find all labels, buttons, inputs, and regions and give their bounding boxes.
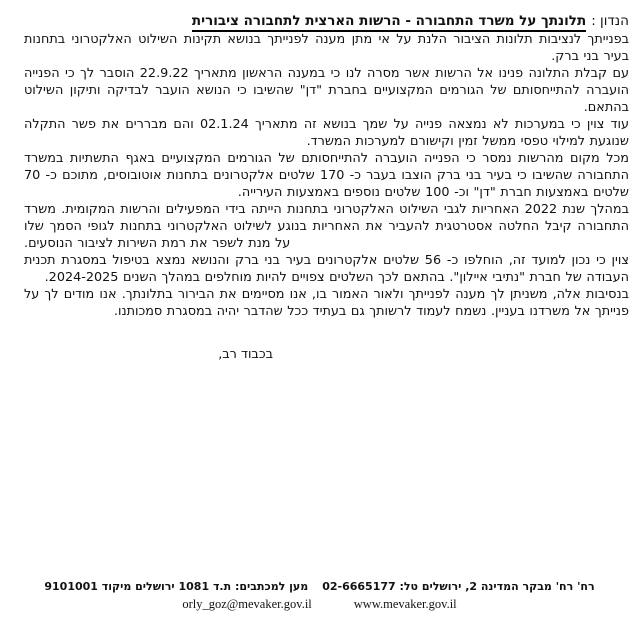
footer-website: www.mevaker.gov.il [353, 597, 457, 611]
paragraph-5: במהלך שנת 2022 האחריות לגבי השילוט האלקטרוני בתחנות הייתה בידי המפעילים והרשות המקומית. משרד התחבורה קיבל החלטה אסטרטגית להעביר את האחריות בנוגע לשילוט האלקטרוני בתחנות לגופי הסמך שלו על מנת לשפר את רמת השירות לציבור הנוסעים. [24, 202, 629, 251]
closing-salutation: בכבוד רב, [218, 347, 273, 362]
paragraph-3: עוד צוין כי במערכות לא נמצאה פנייה על שמך בנושא זה מתאריך 02.1.24 והם מבררים את פשר התקלה שנוגעת למילוי טפסי ממשל זמין וקישורם למערכות המשרד. [24, 117, 629, 149]
footer-street-phone: רח' רח' מבקר המדינה 2, ירושלים טל: 02-6665177 [322, 580, 595, 593]
paragraph-1: בפנייתך לנציבות תלונות הציבור הלנת על אי מתן מענה לפנייתך בנושא תקינות השילוט האלקטרוני בתחנות בעיר בני ברק. [24, 32, 629, 64]
footer-email: orly_goz@mevaker.gov.il [182, 597, 312, 611]
paragraph-6: צוין כי נכון למועד זה, הוחלפו כ- 56 שלטים אלקטרונים בעיר בני ברק והנושא נמצא בטיפול במסגרת תכנית העבודה של חברת "נתיבי איילון". בהתאם לכך השלטים צפויים להיות מוחלפים במהלך השנים 2024-2025. [24, 253, 629, 285]
paragraph-2: עם קבלת התלונה פנינו אל הרשות אשר מסרה לנו כי במענה הראשון מתאריך 22.9.22 הוסבר לך כי הפנייה הועברה להתייחסותם של הגורמים המקצועיים בחברת "דן" שהשיבו כי הנושא הועבר לבדיקה ותיקון השילוט בהתאם. [24, 66, 629, 115]
footer-mailing-address: מען למכתבים: ת.ד 1081 ירושלים מיקוד 9101001 [44, 580, 309, 593]
paragraph-4: מכל מקום מהרשות נמסר כי הפנייה הועברה להתייחסותם של הגורמים המקצועיים באגף התשתיות במשרד התחבורה שהשיבו כי בעיר בני ברק הוצבו בעבר כ- 170 שלטים אלקטרונים בתחנות אוטובוסים, מתוכם כ- 70 שלטים באמצעות חברת "דן" וכ- 100 שלטים נוספים באמצעות העירייה. [24, 151, 629, 200]
subject-line [24, 12, 629, 31]
footer-address-line [0, 580, 639, 594]
letter-footer [0, 580, 639, 612]
paragraph-7: בנסיבות אלה, משניתן לך מענה לפנייתך ולאור האמור בו, אנו מסיימים את הבירור בתלונתך. אנו מודים לך על פנייתך אל משרדנו בעניין. נשמח לעמוד לרשותך גם בעתיד ככל שהדבר יהיה במסגרת סמכותנו. [24, 287, 629, 319]
footer-links-line [0, 597, 639, 612]
subject-label: הנדון : [591, 13, 629, 29]
subject-title: תלונתך על משרד התחבורה - הרשות הארצית לתחבורה ציבורית [192, 13, 586, 32]
